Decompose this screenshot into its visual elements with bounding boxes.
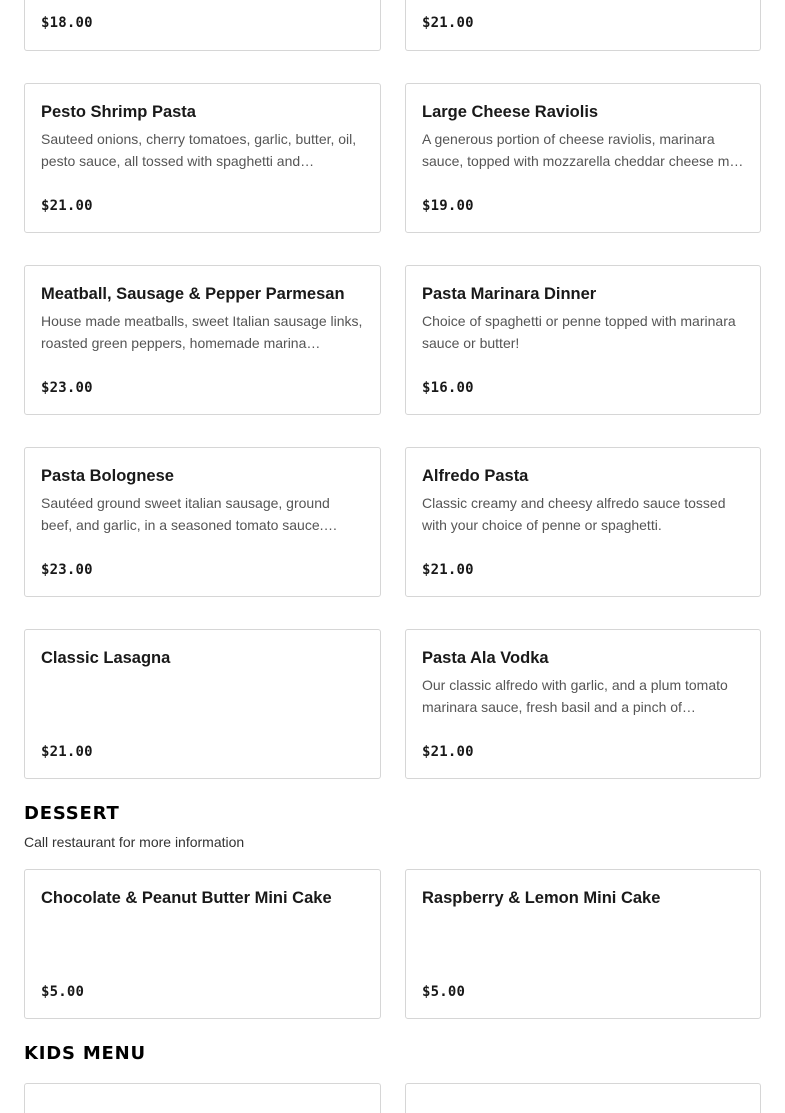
- section-subtitle-dessert: Call restaurant for more information: [24, 834, 245, 850]
- section-heading-dessert: DESSERT: [24, 803, 120, 824]
- menu-item-card[interactable]: [405, 0, 761, 51]
- item-name: Pasta Ala Vodka: [422, 649, 549, 667]
- item-description: Our classic alfredo with garlic, and a plum tomato marinara sauce, fresh basil and a pinch of…: [422, 677, 728, 715]
- menu-item-card[interactable]: [405, 869, 761, 1019]
- item-description: Sautéed ground sweet italian sausage, ground beef, and garlic, in a seasoned tomato sauce.…: [41, 495, 338, 533]
- item-name: Classic Lasagna: [41, 649, 171, 667]
- item-description: [41, 674, 364, 718]
- item-description: A generous portion of cheese raviolis, marinara sauce, topped with mozzarella cheddar cheese m…: [422, 131, 744, 169]
- item-description: [41, 914, 364, 958]
- pasta-grid-row: [24, 629, 761, 779]
- item-description: Sauteed onions, cherry tomatoes, garlic, butter, oil, pesto sauce, all tossed with spaghetti and…: [41, 131, 357, 169]
- item-name: Pasta Bolognese: [41, 467, 174, 485]
- item-price: $21.00: [41, 744, 93, 760]
- menu-item-card[interactable]: [405, 265, 761, 415]
- menu-item-card[interactable]: [24, 1083, 381, 1113]
- menu-item-card[interactable]: [405, 447, 761, 597]
- section-heading-kids-menu: KIDS MENU: [24, 1043, 146, 1064]
- pasta-grid-row: [24, 83, 761, 233]
- menu-item-card[interactable]: [405, 629, 761, 779]
- menu-item-card[interactable]: [24, 447, 381, 597]
- pasta-grid-row: [24, 265, 761, 415]
- item-price: $21.00: [422, 15, 474, 31]
- item-description: House made meatballs, sweet Italian sausage links, roasted green peppers, homemade marina…: [41, 313, 363, 351]
- item-description: Classic creamy and cheesy alfredo sauce tossed with your choice of penne or spaghetti.: [422, 495, 726, 533]
- item-name: Large Cheese Raviolis: [422, 103, 599, 121]
- item-name: Raspberry & Lemon Mini Cake: [422, 889, 661, 907]
- menu-item-card[interactable]: [405, 1083, 761, 1113]
- menu-item-card[interactable]: [24, 869, 381, 1019]
- menu-item-card[interactable]: [405, 83, 761, 233]
- item-description: Choice of spaghetti or penne topped with marinara sauce or butter!: [422, 313, 736, 351]
- menu-item-card[interactable]: [24, 265, 381, 415]
- item-price: $21.00: [41, 198, 93, 214]
- item-description: [422, 914, 744, 958]
- item-name: Alfredo Pasta: [422, 467, 529, 485]
- menu-item-card[interactable]: [24, 0, 381, 51]
- item-price: $21.00: [422, 562, 474, 578]
- item-name: Meatball, Sausage & Pepper Parmesan: [41, 285, 345, 303]
- menu-item-card[interactable]: [24, 629, 381, 779]
- item-name: Pasta Marinara Dinner: [422, 285, 597, 303]
- item-price: $18.00: [41, 15, 93, 31]
- item-name: Chocolate & Peanut Butter Mini Cake: [41, 889, 332, 907]
- item-price: $23.00: [41, 562, 93, 578]
- dessert-grid-row: [24, 869, 761, 1019]
- item-price: $16.00: [422, 380, 474, 396]
- menu-item-card[interactable]: [24, 83, 381, 233]
- item-price: $23.00: [41, 380, 93, 396]
- item-price: $5.00: [41, 984, 85, 1000]
- pasta-grid-top: [24, 0, 761, 51]
- item-name: Pesto Shrimp Pasta: [41, 103, 196, 121]
- item-price: $5.00: [422, 984, 466, 1000]
- kids-grid-row: [24, 1083, 761, 1113]
- item-price: $19.00: [422, 198, 474, 214]
- pasta-grid-row: [24, 447, 761, 597]
- item-price: $21.00: [422, 744, 474, 760]
